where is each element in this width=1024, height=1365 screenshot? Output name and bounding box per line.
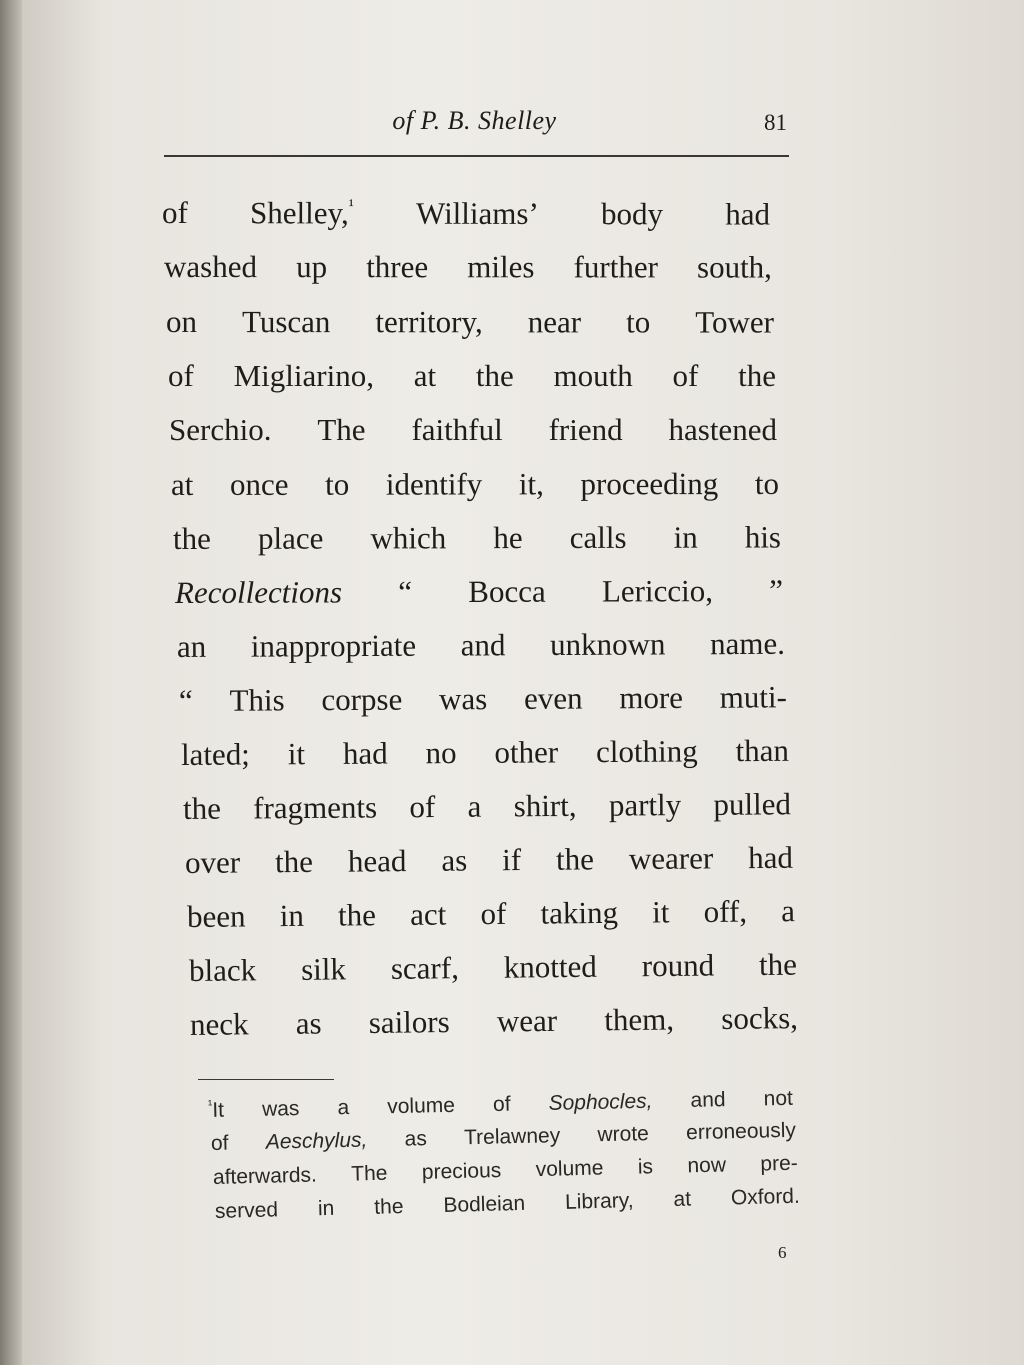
word <box>601 189 663 239</box>
word-text: off, <box>703 893 748 930</box>
word-text: more <box>619 679 684 716</box>
word-text: Library, <box>564 1189 634 1214</box>
word <box>242 297 330 347</box>
word-text: corpse <box>321 681 403 718</box>
word-text: unknown <box>549 626 666 663</box>
word-text: three <box>366 249 429 285</box>
word <box>337 1092 349 1124</box>
word <box>411 405 502 455</box>
word-text: up <box>296 249 328 285</box>
word <box>173 514 211 564</box>
text-line <box>173 512 781 564</box>
word-text: The <box>350 1161 388 1186</box>
word-text: as <box>295 1005 322 1041</box>
footnote-marker: ¹ <box>348 195 354 215</box>
word-text: faithful <box>411 412 503 447</box>
word-text: a <box>467 788 482 824</box>
word <box>550 619 666 670</box>
word <box>556 834 594 884</box>
word <box>494 727 558 777</box>
word <box>443 1188 526 1222</box>
word-text: washed <box>163 249 258 285</box>
word-text: to <box>325 466 350 502</box>
word <box>674 513 698 563</box>
word-text: Lericcio, <box>601 573 714 609</box>
word-text: which <box>370 520 447 556</box>
word <box>626 297 650 347</box>
word-text: precious <box>421 1158 502 1184</box>
word-text: at <box>170 466 194 502</box>
word <box>185 838 241 888</box>
word <box>208 1095 225 1127</box>
word-text: of <box>480 895 507 932</box>
word-text: over <box>184 844 241 880</box>
word <box>745 512 781 562</box>
word <box>695 297 774 347</box>
word-text: The <box>317 412 366 447</box>
word-text: as <box>404 1127 428 1151</box>
word <box>619 673 683 723</box>
word-text: as <box>441 842 468 878</box>
word-text: Trelawney <box>463 1124 561 1150</box>
word-text: than <box>735 732 790 769</box>
word-text: territory, <box>375 304 483 340</box>
word-text: them, <box>604 1001 675 1038</box>
word-text: Aeschylus, <box>265 1128 368 1154</box>
word-text: fragments <box>253 789 378 826</box>
word <box>580 459 718 509</box>
word-text: pulled <box>713 786 792 822</box>
word-text: and <box>690 1088 726 1112</box>
word <box>574 242 658 292</box>
word-text: an <box>176 628 207 664</box>
word-text: of <box>409 789 436 825</box>
word <box>296 242 327 292</box>
word <box>504 942 598 993</box>
word <box>687 1149 726 1182</box>
word <box>317 405 365 455</box>
word-text: volume <box>387 1093 456 1119</box>
word <box>162 188 188 238</box>
word-text: no <box>425 735 457 771</box>
word-text: Tower <box>695 304 774 340</box>
word-text: erroneously <box>685 1118 797 1145</box>
word-text: his <box>744 519 782 555</box>
word <box>351 1158 388 1191</box>
word-text: calls <box>569 519 627 555</box>
word-text: other <box>494 734 559 770</box>
word-text: had <box>342 735 388 771</box>
word-text: a <box>337 1096 350 1120</box>
word-text: name. <box>709 625 786 662</box>
word <box>710 619 785 669</box>
word-text: he <box>493 520 523 556</box>
word-text: sailors <box>368 1004 450 1040</box>
word <box>189 945 257 996</box>
word <box>748 833 793 883</box>
word <box>275 837 313 887</box>
word-text: is <box>637 1155 654 1179</box>
book-page <box>22 0 1024 1365</box>
word <box>410 890 447 940</box>
word <box>439 674 488 724</box>
body-text <box>22 0 1024 1100</box>
word-text: Bocca <box>468 573 546 609</box>
word-text: it <box>652 894 670 930</box>
word <box>164 242 257 292</box>
word <box>190 999 249 1050</box>
word-text: the <box>172 520 211 556</box>
word-text: not <box>763 1086 794 1111</box>
word-text: and <box>460 627 506 663</box>
word <box>171 460 193 510</box>
word <box>375 297 482 347</box>
text-line <box>169 405 777 455</box>
word <box>288 729 306 779</box>
word <box>548 1086 653 1120</box>
word <box>325 460 349 510</box>
word <box>168 351 194 401</box>
word <box>230 460 289 510</box>
word-text: Shelley, <box>249 195 349 231</box>
word-text: the <box>337 897 377 933</box>
word <box>253 782 377 833</box>
word-text: it <box>287 736 306 772</box>
word-text: the <box>475 358 514 393</box>
signature-mark: 6 <box>778 1243 787 1262</box>
word-text: proceeding <box>580 466 719 502</box>
word <box>398 567 412 617</box>
word <box>343 729 388 779</box>
word <box>697 242 772 292</box>
word <box>721 993 798 1044</box>
word <box>725 189 770 239</box>
word <box>422 1155 502 1189</box>
word <box>441 836 467 886</box>
word-text: Williams’ <box>416 195 539 231</box>
text-line <box>171 459 779 510</box>
word <box>177 622 207 672</box>
word <box>476 351 514 401</box>
word-text: south, <box>697 249 772 285</box>
text-line <box>189 940 797 996</box>
word <box>279 891 304 941</box>
word-text: served <box>214 1198 279 1223</box>
footnote-marker: ¹ <box>207 1096 213 1112</box>
word <box>416 189 539 239</box>
word-text: of <box>492 1092 511 1117</box>
word-text: Recollections <box>174 574 343 610</box>
word-text: friend <box>548 412 623 447</box>
word <box>763 1083 793 1116</box>
word-text: the <box>373 1195 404 1219</box>
word-text: round <box>641 947 715 984</box>
word-text: afterwards. <box>212 1163 318 1189</box>
word <box>229 675 284 725</box>
word-text: Serchio. <box>169 412 272 447</box>
word-text: body <box>600 196 664 232</box>
word <box>731 1181 801 1215</box>
word-text: of <box>672 358 699 393</box>
word <box>554 351 633 401</box>
word <box>540 888 618 939</box>
word <box>258 514 324 564</box>
word <box>338 890 376 940</box>
word-text: to <box>626 304 651 340</box>
word <box>519 459 544 509</box>
word-text: miles <box>467 249 535 285</box>
word-text: clothing <box>595 733 698 770</box>
word <box>166 297 197 347</box>
word-text: muti- <box>719 679 788 715</box>
word-text: been <box>186 898 246 934</box>
word <box>673 351 699 401</box>
word-text: was <box>438 681 488 717</box>
word-text: volume <box>535 1156 604 1182</box>
text-line <box>179 672 787 726</box>
text-line <box>162 188 770 240</box>
word <box>549 405 623 455</box>
word <box>781 886 795 936</box>
word-text: head <box>347 843 407 879</box>
word-text: lated; <box>180 736 250 772</box>
word-text: It <box>212 1098 225 1122</box>
word <box>493 513 522 563</box>
word-text: neck <box>189 1006 249 1042</box>
text-line <box>175 566 783 618</box>
word <box>295 999 321 1049</box>
word <box>769 566 783 616</box>
word <box>414 351 436 401</box>
word-text: Bodleian <box>443 1191 526 1218</box>
word-text: at <box>673 1187 692 1211</box>
word-text: wrote <box>597 1122 650 1147</box>
word <box>609 780 682 831</box>
word <box>464 1120 561 1154</box>
word <box>404 1123 427 1155</box>
word <box>215 1194 279 1228</box>
word-text: now <box>687 1153 727 1178</box>
word-text: hastened <box>668 412 777 447</box>
word <box>169 405 271 455</box>
word-text: it, <box>518 466 544 502</box>
word <box>262 1093 300 1126</box>
word-text: partly <box>608 787 682 823</box>
word-text: in <box>673 519 698 555</box>
word <box>387 1090 455 1123</box>
word-text: once <box>229 466 289 502</box>
word <box>175 567 342 618</box>
word-text: act <box>409 896 447 932</box>
word-text: Tuscan <box>241 304 331 340</box>
word-text: near <box>527 304 582 340</box>
word <box>467 242 534 292</box>
text-line <box>185 833 793 888</box>
footnote-rule <box>198 1079 334 1080</box>
word <box>513 781 576 831</box>
text-line <box>187 886 795 942</box>
word-text: at <box>413 358 437 393</box>
word <box>301 944 346 994</box>
word <box>409 782 435 832</box>
word <box>265 1124 367 1158</box>
word <box>642 941 715 992</box>
word-text: ” <box>769 572 784 608</box>
text-line <box>168 351 776 401</box>
word-text: shirt, <box>513 787 577 824</box>
word <box>425 728 456 778</box>
word <box>720 672 787 722</box>
text-line <box>190 993 799 1050</box>
word <box>366 242 428 292</box>
word-text: of <box>161 195 188 231</box>
word <box>652 887 670 937</box>
word-text: scarf, <box>390 950 460 986</box>
word <box>735 726 789 776</box>
word <box>368 997 449 1048</box>
word <box>596 726 698 777</box>
word <box>524 674 583 724</box>
page-number: 81 <box>764 110 787 135</box>
word <box>690 1084 726 1117</box>
word <box>321 675 402 725</box>
word-text: “ <box>178 682 193 718</box>
word-text: was <box>261 1097 300 1121</box>
word <box>604 995 674 1046</box>
word-text: the <box>182 790 222 826</box>
word <box>760 1148 798 1181</box>
word-text: of <box>168 358 194 393</box>
word <box>570 513 627 563</box>
word <box>467 782 481 832</box>
word-text: This <box>229 682 285 718</box>
word <box>370 513 446 563</box>
word-text: Sophocles, <box>548 1089 653 1115</box>
word <box>673 1184 691 1216</box>
word-text: place <box>257 520 324 556</box>
word-text: silk <box>300 951 347 987</box>
word <box>535 1152 603 1186</box>
word <box>502 835 521 885</box>
word-text: inappropriate <box>250 627 417 664</box>
word-text: in <box>317 1196 335 1221</box>
word-text: socks, <box>721 1000 799 1036</box>
word-text: mouth <box>553 358 633 393</box>
word <box>386 459 483 509</box>
word-text: to <box>754 465 779 501</box>
word <box>179 676 193 726</box>
word <box>597 1118 649 1151</box>
word <box>468 567 546 617</box>
word <box>755 459 779 509</box>
word <box>713 779 791 830</box>
text-line <box>177 619 785 672</box>
word-text: “ <box>398 574 413 610</box>
running-title: of P. B. Shelley <box>392 106 557 135</box>
word <box>234 351 374 401</box>
word-text: in <box>279 897 305 934</box>
word <box>374 1191 404 1224</box>
word <box>480 889 506 939</box>
word <box>183 784 221 834</box>
word <box>686 1115 796 1149</box>
word <box>738 351 776 401</box>
text-line <box>164 242 772 293</box>
word-text: even <box>523 680 583 716</box>
word <box>629 833 714 884</box>
word <box>318 1193 335 1225</box>
word-text: had <box>725 196 771 232</box>
word <box>528 297 581 347</box>
text-line <box>183 779 791 834</box>
word-text: wear <box>496 1002 558 1039</box>
word-text: had <box>748 839 794 876</box>
word-text: wearer <box>628 840 714 877</box>
word-text: Oxford. <box>730 1184 801 1210</box>
word-text: the <box>274 843 314 880</box>
word-text: taking <box>540 894 619 931</box>
word-text: further <box>573 249 658 285</box>
word <box>637 1151 653 1183</box>
word-text: knotted <box>503 948 597 985</box>
word-text: on <box>165 304 198 340</box>
word <box>493 1089 511 1121</box>
word-text: the <box>758 946 798 983</box>
word <box>461 620 506 670</box>
text-line <box>166 297 774 348</box>
word-text: if <box>502 842 522 878</box>
word <box>250 188 354 238</box>
word-text: of <box>210 1131 229 1155</box>
word-text: Migliarino, <box>233 358 374 393</box>
book-spine-gutter <box>0 0 22 1365</box>
word <box>211 1128 229 1160</box>
word-text: identify <box>385 466 483 502</box>
word <box>565 1185 634 1219</box>
word <box>602 566 713 616</box>
word-text: the <box>555 841 595 877</box>
word-text: a <box>781 893 796 929</box>
word <box>348 836 407 887</box>
word <box>497 996 558 1047</box>
word-text: the <box>738 358 776 393</box>
word <box>181 730 250 780</box>
word <box>251 621 417 672</box>
word <box>187 891 246 942</box>
word-text: pre- <box>760 1151 799 1176</box>
word-text: black <box>188 952 257 988</box>
word <box>759 940 797 990</box>
text-line <box>181 726 789 780</box>
word <box>669 405 777 455</box>
word <box>391 943 460 994</box>
word <box>703 887 747 937</box>
word <box>213 1159 318 1194</box>
